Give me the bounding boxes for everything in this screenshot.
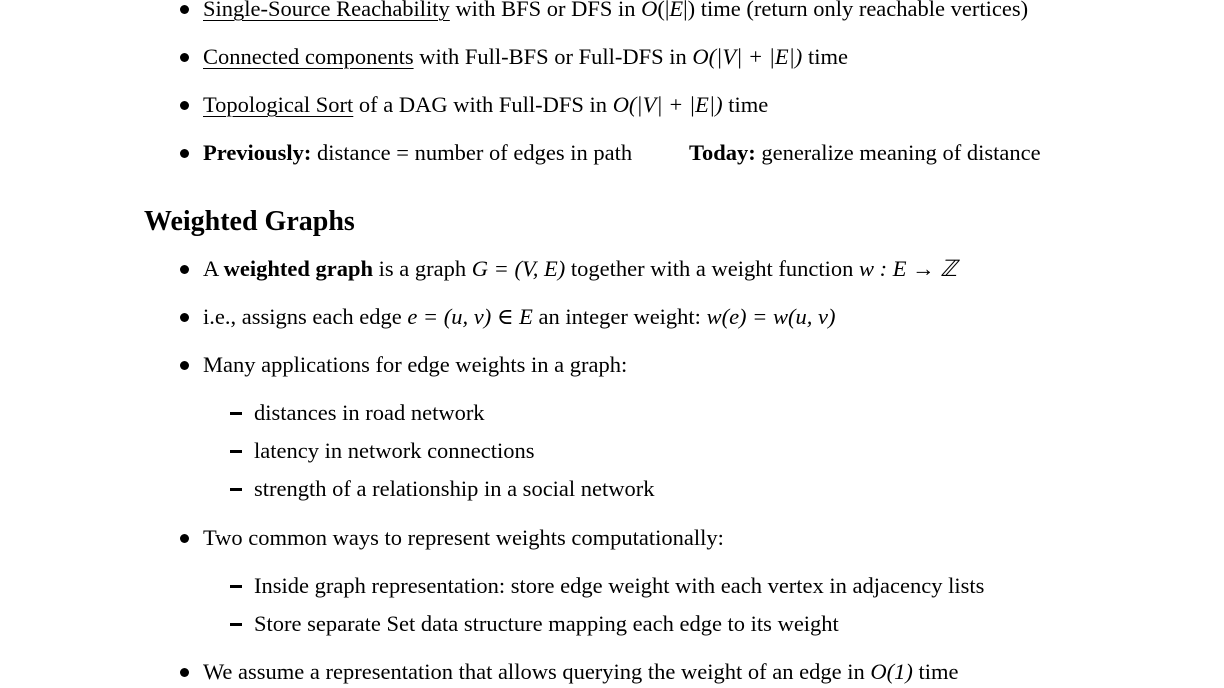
toposort-item	[203, 94, 768, 117]
applications-sub-item: latency in network connections	[254, 438, 535, 463]
previously-text-b: number of edges in path	[409, 140, 633, 165]
applications-sub-item: distances in road network	[254, 400, 485, 425]
previously-item	[203, 142, 632, 165]
ie-item	[203, 306, 835, 329]
components-item	[203, 46, 848, 69]
represent-item: Two common ways to represent weights computationally:	[203, 525, 724, 550]
toposort-link[interactable]: Topological Sort	[203, 92, 354, 117]
assume-a: We assume a representation that allows querying the weight of an edge in	[203, 659, 871, 684]
previously-text-a: distance	[311, 140, 397, 165]
reachability-math-close: |)	[683, 0, 696, 21]
dash-marker	[230, 412, 242, 415]
reachability-link[interactable]: Single-Source Reachability	[203, 0, 450, 21]
represent-sub-item: Store separate Set data structure mapping each edge to its weight	[254, 611, 839, 636]
reachability-mid: with BFS or DFS in	[449, 0, 642, 21]
components-link[interactable]: Connected components	[203, 44, 414, 69]
applications-sub-item: strength of a relationship in a social network	[254, 476, 655, 501]
bullet-dot	[180, 149, 189, 158]
bullet-dot	[180, 668, 189, 677]
def-mid: is a graph	[373, 256, 472, 281]
dash-marker	[230, 585, 242, 588]
def-a: A	[203, 256, 224, 281]
previously-label: Previously:	[203, 140, 312, 165]
represent-sub-item: Inside graph representation: store edge weight with each vertex in adjacency lists	[254, 573, 985, 598]
def-mid2: together with a weight function	[565, 256, 859, 281]
ie-math-edge: e = (u, v) ∈ E	[407, 304, 533, 329]
toposort-math: O(|V| + |E|)	[612, 92, 723, 117]
bullet-dot	[180, 313, 189, 322]
previously-eq: =	[396, 140, 409, 165]
assume-math: O(1)	[870, 659, 913, 684]
dash-marker	[230, 450, 242, 453]
bullet-dot	[180, 265, 189, 274]
reachability-math-o: O	[641, 0, 658, 21]
ie-mid: an integer weight:	[532, 304, 707, 329]
reachability-item	[203, 0, 1028, 21]
ie-math-weight: w(e) = w(u, v)	[706, 304, 836, 329]
def-math-weight: w : E → ℤ	[858, 256, 957, 281]
ie-a: i.e., assigns each edge	[203, 304, 408, 329]
today-text: generalize meaning of distance	[755, 140, 1041, 165]
bullet-dot	[180, 5, 189, 14]
assume-item	[203, 661, 958, 684]
reachability-math-open: (|	[657, 0, 670, 21]
toposort-mid: of a DAG with Full-DFS in	[353, 92, 613, 117]
dash-marker	[230, 623, 242, 626]
today-item	[689, 142, 1041, 165]
assume-post: time	[912, 659, 959, 684]
components-post: time	[802, 44, 848, 69]
bullet-dot	[180, 361, 189, 370]
dash-marker	[230, 488, 242, 491]
def-bold: weighted graph	[223, 256, 374, 281]
bullet-dot	[180, 53, 189, 62]
applications-item: Many applications for edge weights in a graph:	[203, 352, 628, 377]
components-math: O(|V| + |E|)	[692, 44, 803, 69]
bullet-dot	[180, 101, 189, 110]
reachability-math-e: E	[669, 0, 684, 21]
definition-item	[203, 258, 957, 281]
bullet-dot	[180, 534, 189, 543]
def-math-graph: G = (V, E)	[471, 256, 566, 281]
today-label: Today:	[689, 140, 756, 165]
components-mid: with Full-BFS or Full-DFS in	[413, 44, 693, 69]
reachability-post: time (return only reachable vertices)	[695, 0, 1029, 21]
section-heading: Weighted Graphs	[144, 206, 355, 237]
toposort-post: time	[722, 92, 769, 117]
